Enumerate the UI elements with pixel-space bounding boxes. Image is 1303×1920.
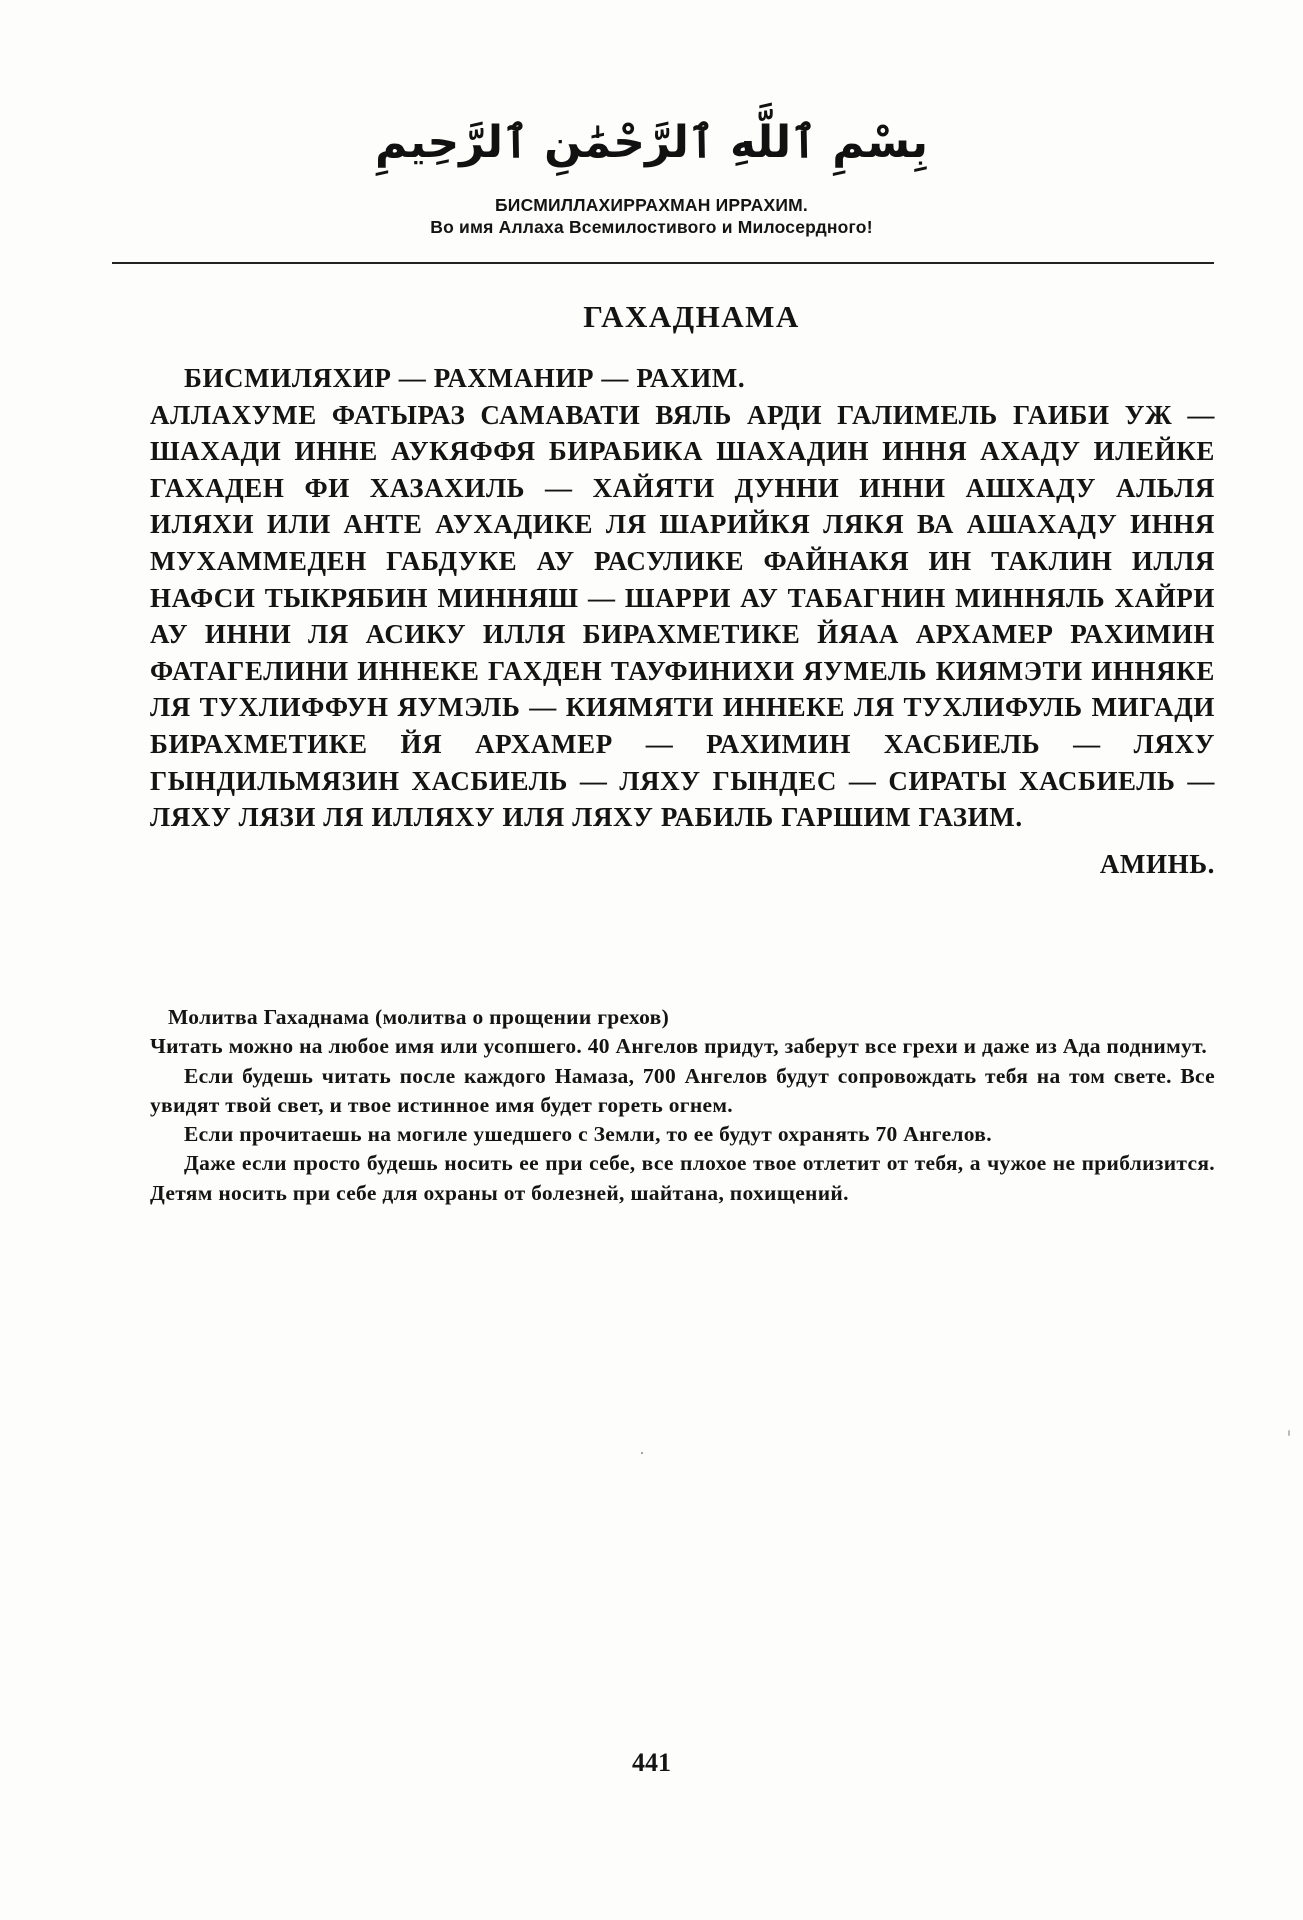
prayer-title: ГАХАДНАМА bbox=[583, 299, 800, 334]
notes-paragraph-1: Читать можно на любое имя или усопшего. 40 Ангелов придут, заберут все грехи и даже из Ада поднимут. bbox=[150, 1034, 1208, 1059]
basmala-header bbox=[0, 108, 1303, 238]
basmala-transliteration: БИСМИЛЛАХИРРАХМАН ИРРАХИМ. bbox=[495, 195, 808, 215]
page-number: 441 bbox=[632, 1748, 671, 1777]
basmala-calligraphy: بِسْمِ ٱللَّهِ ٱلرَّحْمَٰنِ ٱلرَّحِيمِ bbox=[374, 117, 929, 168]
scan-speck bbox=[1288, 1430, 1290, 1436]
scan-speck bbox=[641, 1452, 643, 1454]
prayer-text bbox=[150, 360, 1215, 882]
notes-paragraph-3: Если прочитаешь на могиле ушедшего с Земли, то ее будут охранять 70 Ангелов. bbox=[184, 1122, 992, 1147]
basmala-translation: Во имя Аллаха Всемилостивого и Милосердного! bbox=[430, 217, 873, 237]
prayer-body: АЛЛАХУМЕ ФАТЫРАЗ САМАВАТИ ВЯЛЬ АРДИ ГАЛИМЕЛЬ ГАИБИ УЖ — ШАХАДИ ИННЕ АУКЯФФЯ БИРАБИКА ШАХАДИН ИННЯ АХАДУ ИЛЕЙКЕ ГАХАДЕН ФИ ХАЗАХИЛЬ — ХАЙЯТИ ДУННИ ИННИ АШХАДУ АЛЬЛЯ ИЛЯХИ ИЛИ АНТЕ АУХАДИКЕ ЛЯ ШАРИЙКЯ ЛЯКЯ ВА АШАХАДУ ИННЯ МУХАММЕДЕН ГАБДУКЕ АУ РАСУЛИКЕ ФАЙНАКЯ ИН ТАКЛИН ИЛЛЯ НАФСИ ТЫКРЯБИН МИННЯШ — ШАРРИ АУ ТАБАГНИН МИННЯЛЬ ХАЙРИ АУ ИННИ ЛЯ АСИКУ ИЛЛЯ БИРАХМЕТИКЕ ЙЯАА АРХАМЕР РАХИМИН ФАТАГЕЛИНИ ИННЕКЕ ГАХДЕН ТАУФИНИХИ ЯУМЕЛЬ КИЯМЭТИ ИННЯКЕ ЛЯ ТУХЛИФФУН ЯУМЭЛЬ — КИЯМЯТИ ИННЕКЕ ЛЯ ТУХЛИФУЛЬ МИГАДИ БИРАХМЕТИКЕ ЙЯ АРХАМЕР — РАХИМИН ХАСБИЕЛЬ — ЛЯХУ ГЫНДИЛЬМЯЗИН ХАСБИЕЛЬ — ЛЯХУ ГЫНДЕС — СИРАТЫ ХАСБИЕЛЬ — ЛЯХУ ЛЯЗИ ЛЯ ИЛЛЯХУ ИЛЯ ЛЯХУ РАБИЛЬ ГАРШИМ ГАЗИМ. bbox=[150, 399, 1215, 833]
header-divider bbox=[112, 262, 1214, 264]
notes-paragraph-4: Даже если просто будешь носить ее при себе, все плохое твое отлетит от тебя, а чужое не приблизится. Детям носить при себе для охраны от болезней, шайтана, похищений. bbox=[150, 1151, 1215, 1205]
prayer-opening: БИСМИЛЯХИР — РАХМАНИР — РАХИМ. bbox=[184, 363, 746, 393]
notes-paragraph-2: Если будешь читать после каждого Намаза, 700 Ангелов будут сопровождать тебя на том свете. Все увидят твой свет, и твое истинное имя будет гореть огнем. bbox=[150, 1063, 1215, 1117]
notes-title: Молитва Гахаднама (молитва о прощении грехов) bbox=[168, 1005, 670, 1029]
prayer-notes bbox=[150, 1003, 1215, 1208]
prayer-amen: АМИНЬ. bbox=[1099, 848, 1215, 879]
